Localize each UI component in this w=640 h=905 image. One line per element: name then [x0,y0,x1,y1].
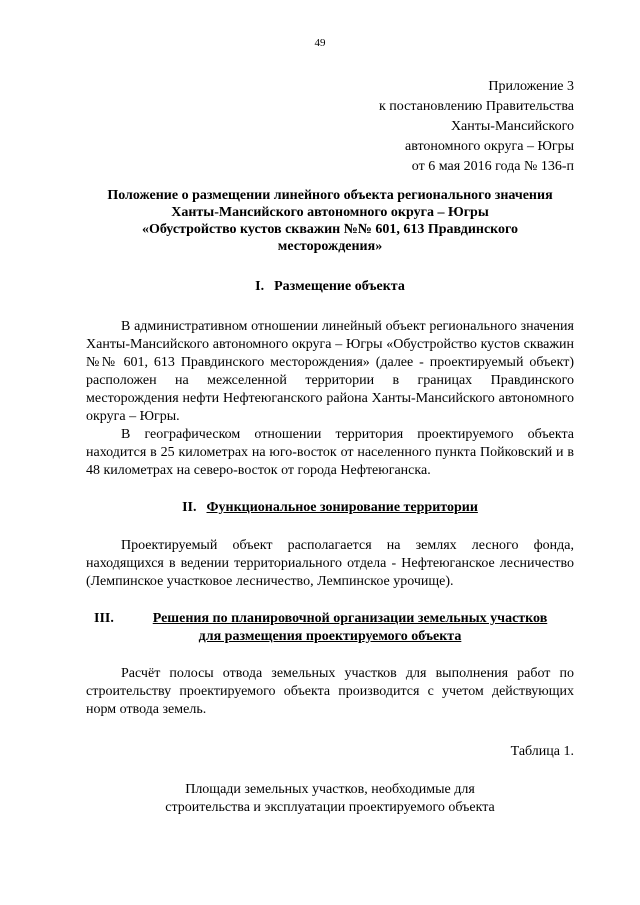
section-1-body [86,318,574,480]
appendix-line: от 6 мая 2016 года № 136-п [411,159,574,174]
table-caption [86,781,574,817]
section-title: Размещение объекта [274,279,405,294]
section-title: Функциональное зонирование территории [206,500,478,515]
section-number: I. [255,279,265,294]
document-body [86,187,574,817]
caption-line: строительства и эксплуатации проектируемого объекта [165,800,495,815]
table-label: Таблица 1. [510,744,574,759]
caption-line: Площади земельных участков, необходимые для [185,782,475,797]
title-line: месторождения» [277,239,383,254]
section-2-body [86,537,574,591]
section-1-heading [86,278,574,296]
document-title [86,187,574,255]
title-line: Положение о размещении линейного объекта регионального значения [107,188,553,203]
paragraph: Проектируемый объект располагается на землях лесного фонда, находящихся в ведении территориального отдела - Нефтеюганское лесничество (Лемпинское участковое лесничество, Лемпинское урочище). [86,538,574,589]
paragraph: В географическом отношении территория проектируемого объекта находится в 25 километрах на юго-восток от населенного пункта Пойковский и в 48 километрах на северо-восток от города Нефтеюганска. [86,427,574,478]
section-number: III. [94,611,114,626]
appendix-line: Ханты-Мансийского [450,119,574,134]
section-number: II. [182,500,197,515]
section-title-line: Решения по планировочной организации земельных участков [152,611,548,626]
title-line: Ханты-Мансийского автономного округа – Югры [171,205,489,220]
section-3-body [86,665,574,719]
section-2-heading [86,499,574,517]
appendix-line: Приложение 3 [488,79,574,94]
appendix-line: к постановлению Правительства [378,99,574,114]
title-line: «Обустройство кустов скважин №№ 601, 613 Правдинского [141,222,519,237]
paragraph: В административном отношении линейный объект регионального значения Ханты-Мансийского автономного округа – Югры «Обустройство кустов скважин №№ 601, 613 Правдинского месторождения» (далее - проектируемый объект) расположен на межселенной территории в границах Правдинского месторождения нефти Нефтеюганского района Ханты-Мансийского автономного округа – Югры. [86,319,574,424]
section-title-line: для размещения проектируемого объекта [198,629,462,644]
paragraph: Расчёт полосы отвода земельных участков для выполнения работ по строительству проектируемого объекта производится с учетом действующих норм отвода земель. [86,666,574,717]
appendix-reference [379,77,574,177]
page-number: 49 [314,37,326,49]
appendix-line: автономного округа – Югры [405,139,574,154]
section-3-heading [86,610,574,646]
